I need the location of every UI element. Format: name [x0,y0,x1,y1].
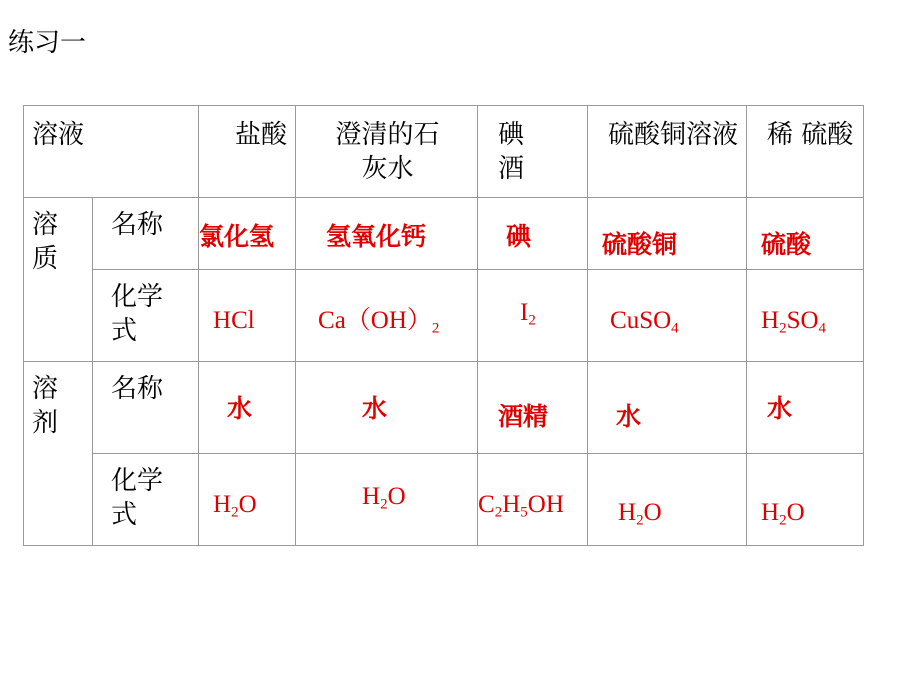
solute-formula-row [24,270,864,362]
solute-formula-cell: HCl [199,270,296,362]
solvent-formula-cell: $C_2H_5OH$ [478,454,588,546]
solvent-name-row [24,362,864,454]
solvent-formula-cell: $H_2O$ [588,454,747,546]
solute-name-label: 名称 [93,198,199,270]
solute-name-cell: 硫酸铜 [588,198,747,270]
solute-name-cell: 硫酸 [747,198,864,270]
header-col-dilute-sulfuric-acid: 稀 硫酸 [747,106,864,198]
solvent-name-cell: 水 [199,362,296,454]
solute-formula-cell: CuSO$_4$ [588,270,747,362]
exercise-title: 练习一 [8,28,87,58]
header-solution: 溶液 [24,106,199,198]
header-col-copper-sulfate: 硫酸铜溶液 [588,106,747,198]
solvent-name-cell: 水 [747,362,864,454]
header-col-iodine-tincture: 碘酒 [478,106,588,198]
solute-formula-cell: $H_2SO_4$ [747,270,864,362]
solute-formula-cell: $Ca(OH)_2$ [296,270,478,362]
header-col-hydrochloric-acid: 盐酸 [199,106,296,198]
solvent-formula-label: 化学式 [93,454,199,546]
solvent-formula-cell: $H_2O$ [747,454,864,546]
header-row [24,106,864,198]
solvent-name-cell: 酒精 [478,362,588,454]
solvent-formula-cell: $H_2O$ [199,454,296,546]
solute-formula-label: 化学式 [93,270,199,362]
solvent-name-cell: 水 [588,362,747,454]
header-col-limewater: 澄清的石灰水 [296,106,478,198]
solvent-formula-row [24,454,864,546]
solute-name-cell: 氯化氢 [199,198,296,270]
solute-name-cell: 碘 [478,198,588,270]
solvent-label: 溶剂 [24,362,93,546]
solute-label: 溶质 [24,198,93,362]
solute-formula-cell: $I_2$ [478,270,588,362]
solvent-formula-cell: $H_2O$ [296,454,478,546]
solute-name-cell: 氢氧化钙 [296,198,478,270]
solvent-name-cell: 水 [296,362,478,454]
solute-name-row [24,198,864,270]
solvent-name-label: 名称 [93,362,199,454]
solution-table [23,105,864,546]
